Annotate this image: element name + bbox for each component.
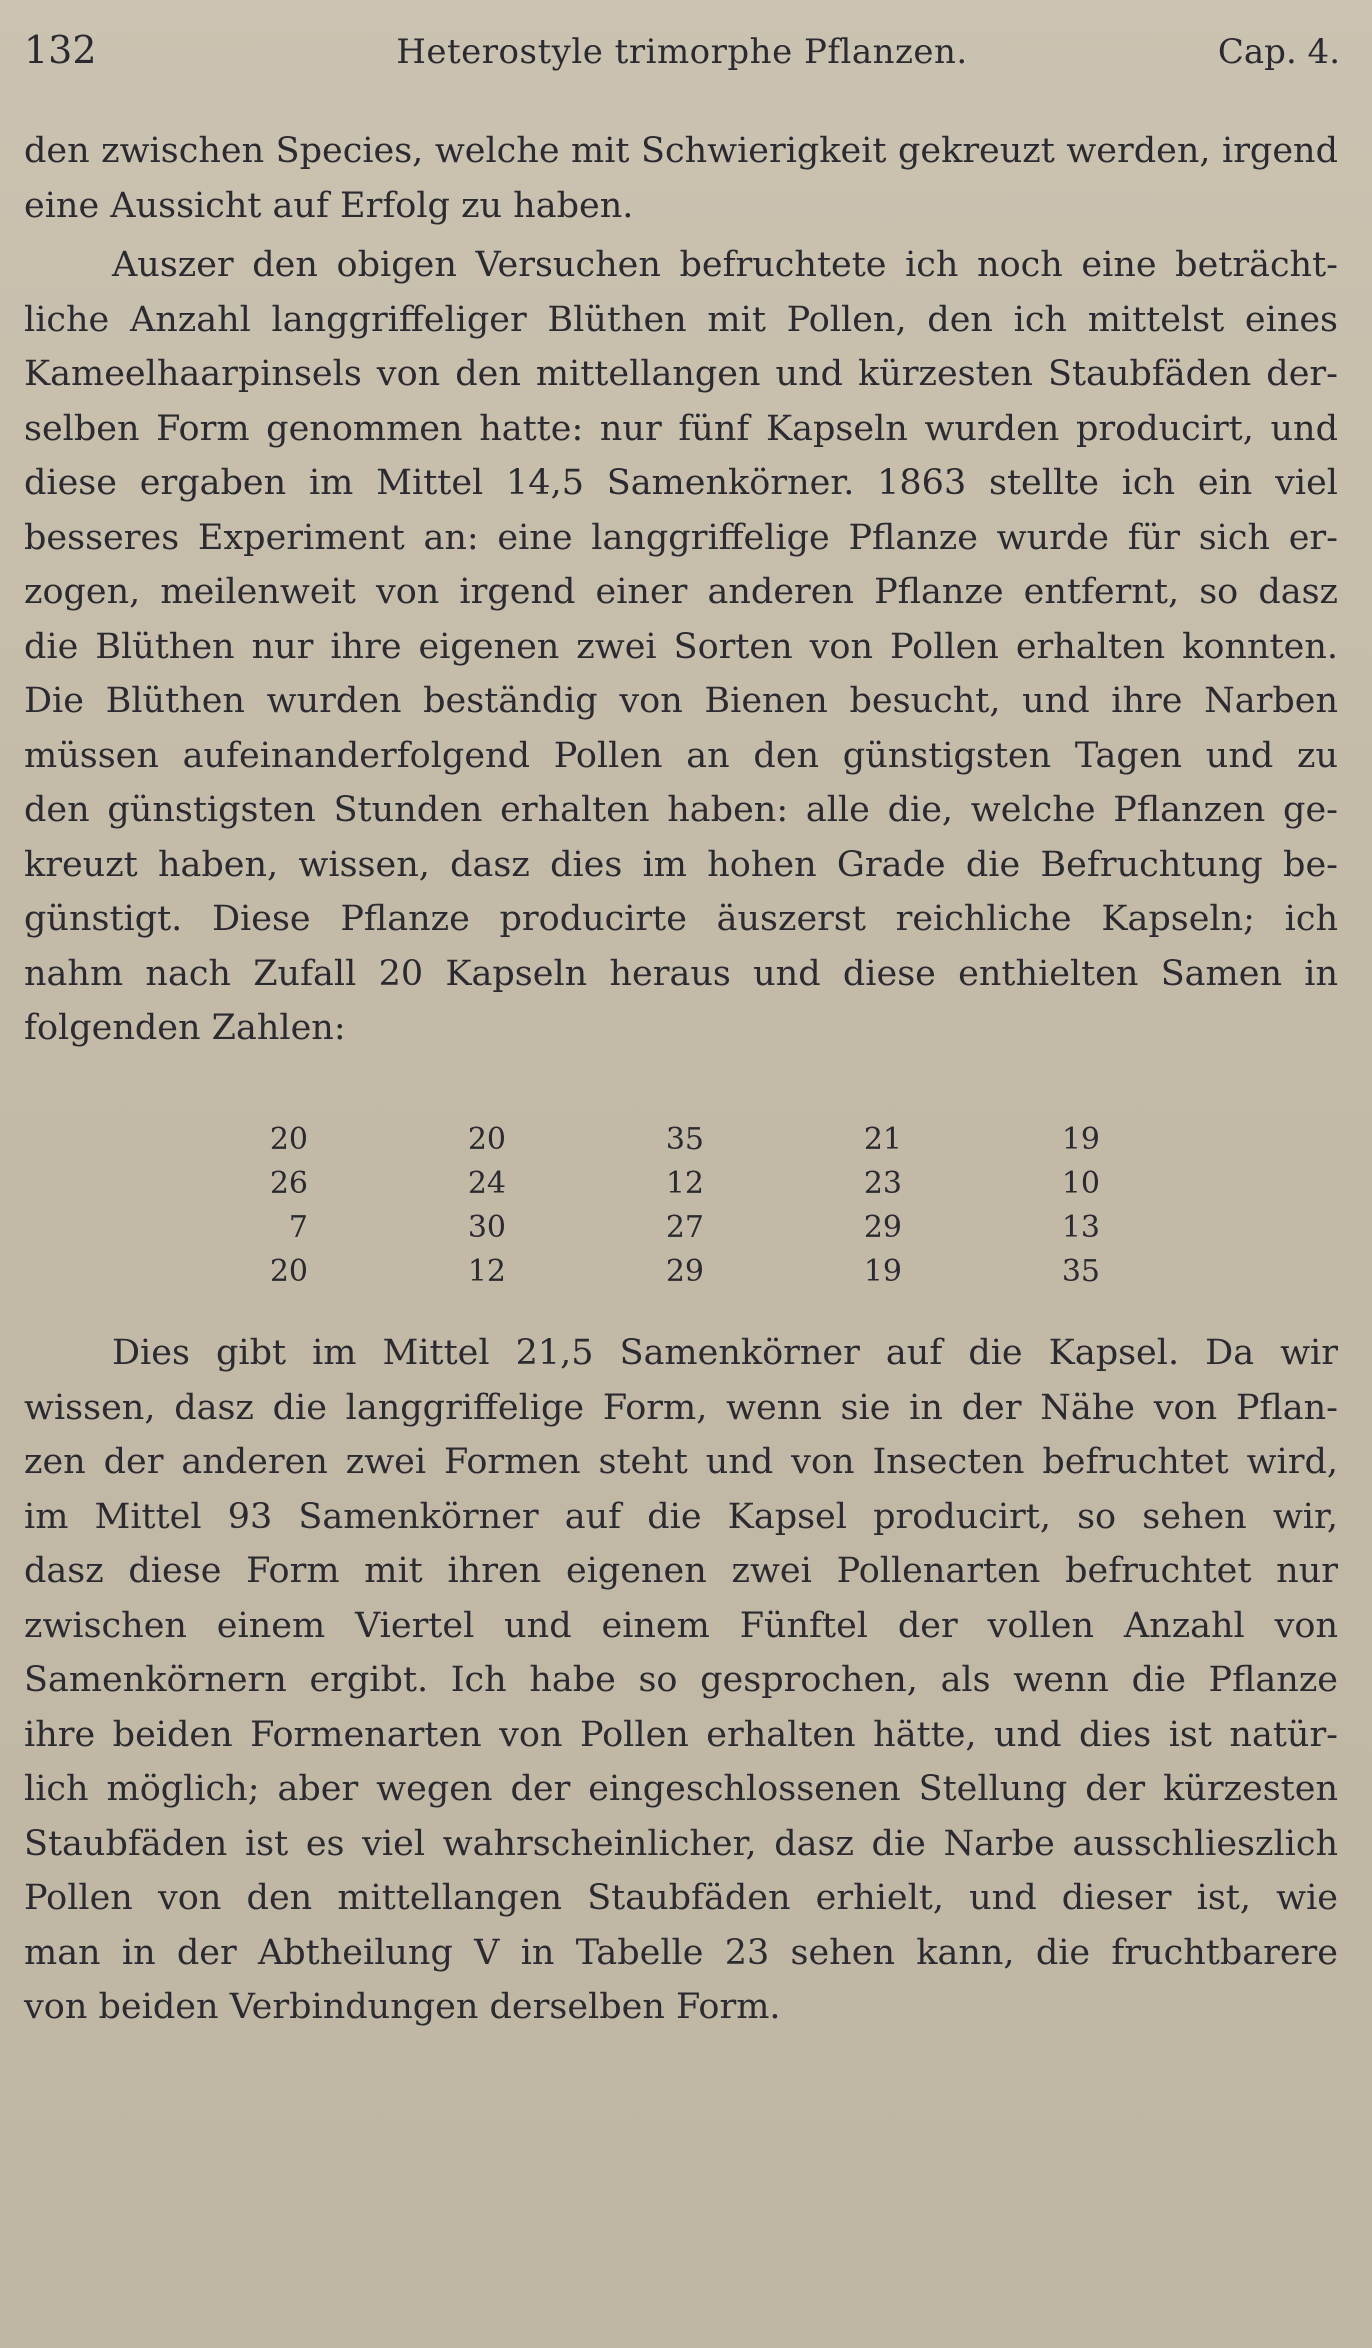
text-line: Auszer den obigen Versuchen befruchtete ich noch eine beträcht- [112, 245, 1338, 285]
table-cell: 20 [467, 1122, 506, 1157]
table-cell: 7 [288, 1210, 308, 1245]
text-line: man in der Abtheilung V in Tabelle 23 sehen kann, die fruchtbarere [24, 1932, 1338, 1973]
text-line: zogen, meilenweit von irgend einer anderen Pflanze entfernt, so dasz [24, 572, 1338, 612]
table-row [228, 1166, 1178, 1210]
table-cell: 10 [1061, 1166, 1100, 1201]
text-line: eine Aussicht auf Erfolg zu haben. [24, 185, 634, 226]
text-line: Kameelhaarpinsels von den mittellangen und kürzesten Staubfäden der- [24, 354, 1338, 394]
text-line: nahm nach Zufall 20 Kapseln heraus und diese enthielten Samen in [24, 953, 1338, 994]
text-line: den günstigsten Stunden erhalten haben: alle die, welche Pflanzen ge- [24, 790, 1338, 830]
table-cell: 35 [665, 1122, 704, 1157]
text-line: Pollen von den mittellangen Staubfäden erhielt, und dieser ist, wie [24, 1878, 1338, 1918]
table-cell: 30 [467, 1210, 506, 1245]
text-line: im Mittel 93 Samenkörner auf die Kapsel producirt, so sehen wir, [24, 1496, 1338, 1537]
table-cell: 21 [863, 1122, 902, 1157]
table-cell: 35 [1061, 1254, 1100, 1289]
text-line: Samenkörnern ergibt. Ich habe so gesprochen, als wenn die Pflanze [24, 1660, 1338, 1700]
text-line: liche Anzahl langgriffeliger Blüthen mit Pollen, den ich mittelst eines [24, 299, 1338, 340]
text-line: Staubfäden ist es viel wahrscheinlicher, dasz die Narbe ausschlieszlich [24, 1823, 1338, 1864]
text-line: wissen, dasz die langgriffelige Form, wenn sie in der Nähe von Pflan- [24, 1387, 1338, 1428]
table-cell: 23 [863, 1166, 902, 1201]
table-cell: 26 [269, 1166, 308, 1201]
text-line: Dies gibt im Mittel 21,5 Samenkörner auf die Kapsel. Da wir [112, 1333, 1338, 1373]
table-cell: 20 [269, 1122, 308, 1157]
running-header [24, 28, 1340, 84]
text-line: günstigt. Diese Pflanze producirte äuszerst reichliche Kapseln; ich [24, 899, 1338, 939]
table-cell: 29 [665, 1254, 704, 1289]
running-title: Heterostyle trimorphe Pflanzen. [396, 32, 968, 72]
table-cell: 12 [665, 1166, 704, 1201]
text-line: folgenden Zahlen: [24, 1008, 346, 1048]
text-line: dasz diese Form mit ihren eigenen zwei Pollenarten befruchtet nur [24, 1551, 1338, 1591]
table-row [228, 1210, 1178, 1254]
text-line: lich möglich; aber wegen der eingeschlossenen Stellung der kürzesten [24, 1769, 1338, 1809]
paragraph-2 [24, 238, 1338, 1056]
table-cell: 13 [1061, 1210, 1100, 1245]
table-cell: 24 [467, 1166, 506, 1201]
page-number: 132 [24, 28, 97, 72]
text-line: ihre beiden Formenarten von Pollen erhalten hätte, und dies ist natür- [24, 1714, 1338, 1755]
table-cell: 20 [269, 1254, 308, 1289]
text-line: Die Blüthen wurden beständig von Bienen besucht, und ihre Narben [24, 681, 1338, 721]
text-line: kreuzt haben, wissen, dasz dies im hohen Grade die Befruchtung be- [24, 844, 1338, 885]
seed-count-table [228, 1122, 1178, 1298]
chapter-label: Cap. 4. [1217, 32, 1340, 72]
table-row [228, 1254, 1178, 1298]
table-cell: 19 [1061, 1122, 1100, 1157]
table-row [228, 1122, 1178, 1166]
paragraph-1 [24, 124, 1338, 233]
table-cell: 12 [467, 1254, 506, 1289]
text-line: diese ergaben im Mittel 14,5 Samenkörner. 1863 stellte ich ein viel [24, 463, 1338, 503]
text-line: besseres Experiment an: eine langgriffelige Pflanze wurde für sich er- [24, 517, 1338, 558]
table-cell: 19 [863, 1254, 902, 1289]
paragraph-3 [24, 1326, 1338, 2035]
table-cell: 29 [863, 1210, 902, 1245]
text-line: zwischen einem Viertel und einem Fünftel der vollen Anzahl von [24, 1605, 1338, 1646]
text-line: die Blüthen nur ihre eigenen zwei Sorten von Pollen erhalten konnten. [24, 626, 1338, 667]
text-line: von beiden Verbindungen derselben Form. [24, 1987, 781, 2027]
text-line: selben Form genommen hatte: nur fünf Kapseln wurden producirt, und [24, 408, 1338, 449]
table-cell: 27 [665, 1210, 704, 1245]
text-line: müssen aufeinanderfolgend Pollen an den günstigsten Tagen und zu [24, 735, 1338, 776]
text-line: zen der anderen zwei Formen steht und von Insecten befruchtet wird, [24, 1442, 1338, 1482]
text-line: den zwischen Species, welche mit Schwierigkeit gekreuzt werden, irgend [24, 131, 1338, 171]
